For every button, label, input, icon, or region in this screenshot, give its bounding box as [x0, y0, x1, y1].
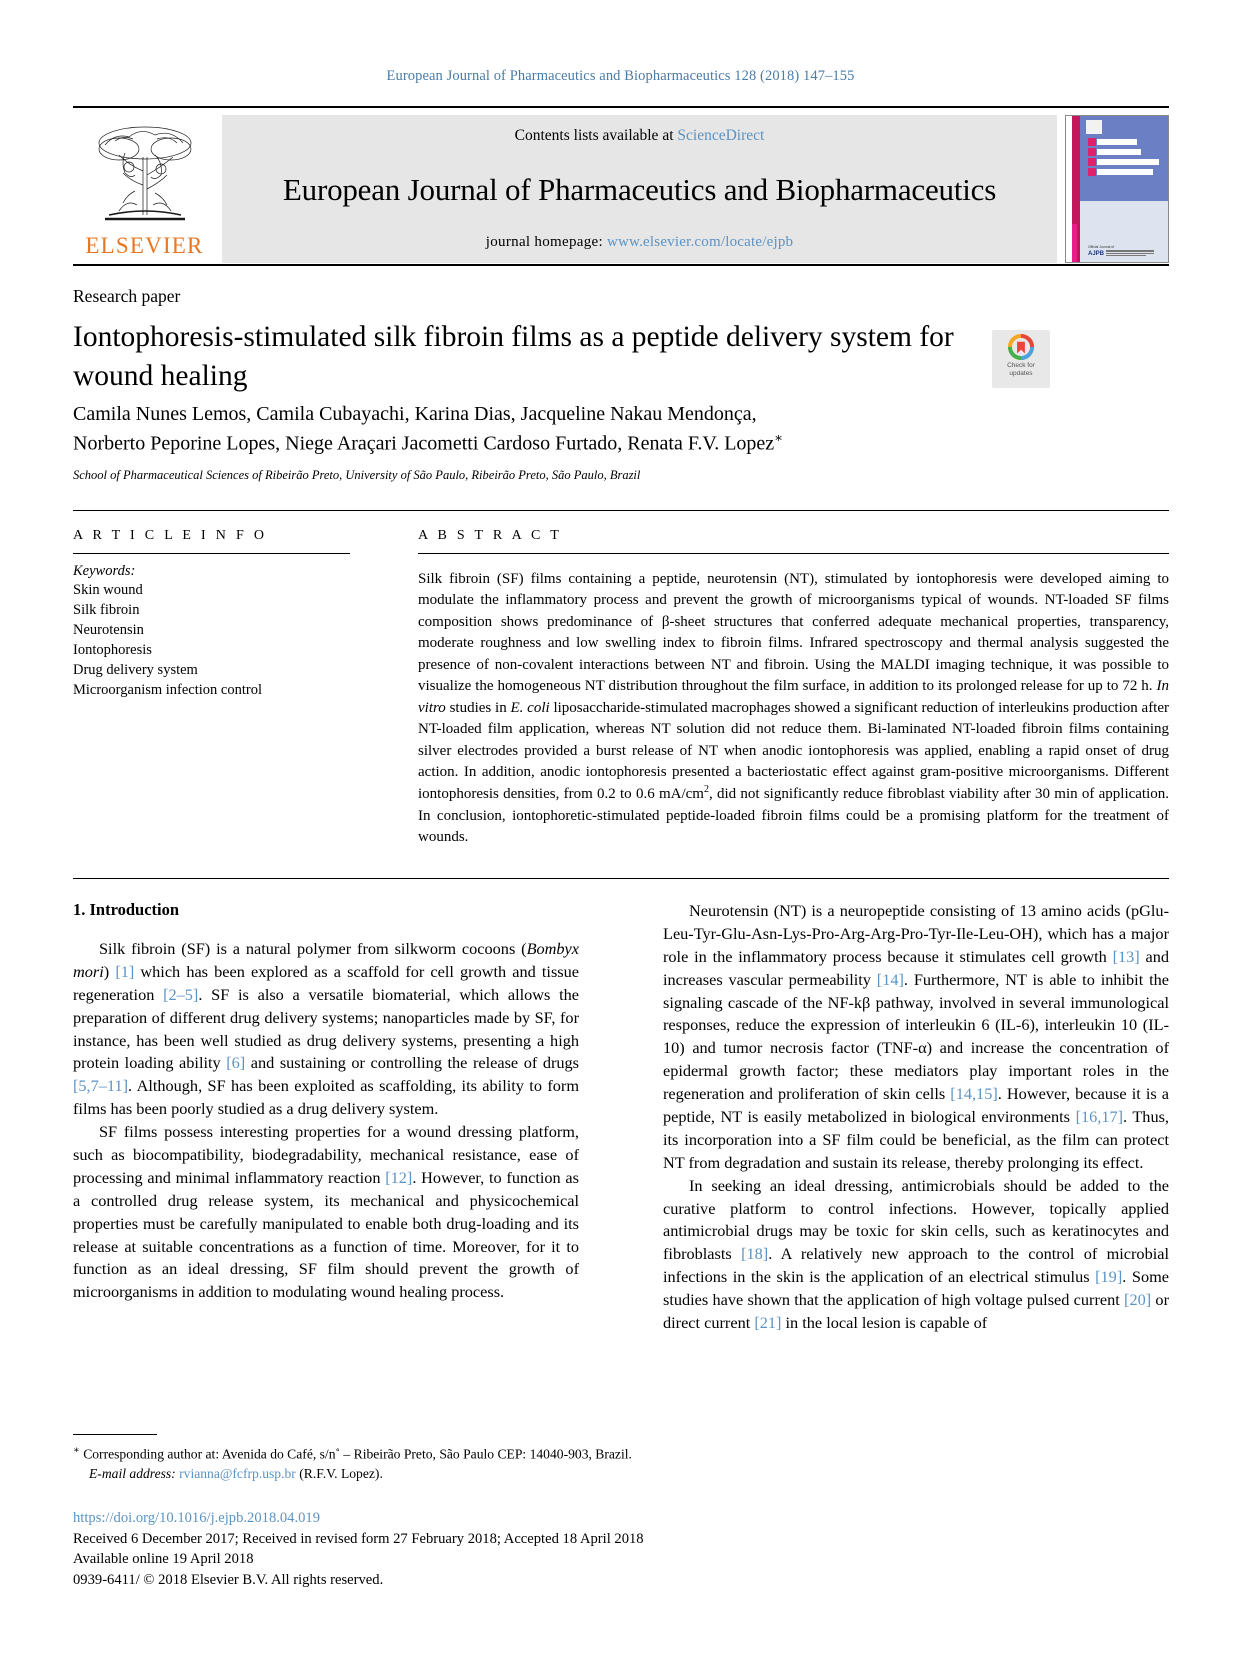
cover-official-journal-label: Official Journal of [1088, 245, 1115, 250]
abstract-part-4: , did not significantly reduce fibroblast viability after 30 min of application. In conclusion, iontophoretic-stimulated peptide-loaded fibroin films could be a promising platform for the treatment of wounds. [418, 786, 1170, 846]
footnote-rule [73, 1434, 157, 1435]
intro-r1-a: Neurotensin (NT) is a neuropeptide consisting of 13 amino acids (pGlu-Leu-Tyr-Glu-Asn-Lys-Pro-Arg-Arg-Pro-Tyr-Ile-Leu-OH), which has a major role in the inflammatory process because it stimulates cell growth [663, 901, 1169, 966]
body-column-right [663, 900, 1169, 1335]
journal-title: European Journal of Pharmaceutics and Biopharmaceutics [282, 171, 997, 207]
citation-ref[interactable]: [21] [754, 1313, 782, 1333]
intro-r1-d: . However, because it is a peptide, NT is easily metabolized in biological environments [663, 1084, 1169, 1127]
cover-ajpb-line-2 [1106, 253, 1154, 254]
elsevier-wordmark: ELSEVIER [85, 233, 204, 258]
intro-l1-d: . SF is also a versatile biomaterial, which allows the preparation of different drug delivery systems; nanoparticles made by SF, for instance, has been well studied as drug delivery systems, presenting a high protein loading ability [73, 984, 579, 1073]
cover-ajpb-logo: AJPB [1088, 250, 1105, 257]
abstract-column [418, 528, 1169, 864]
intro-l1-italic-bombyx: Bombyx mori [73, 939, 579, 981]
abstract-italic-ecoli: E. coli [510, 699, 550, 716]
cover-footer [1088, 245, 1164, 257]
keyword-item: Silk fibroin [73, 602, 140, 618]
intro-r2-b: . A relatively new approach to the control of microbial infections in the skin is the application of an electrical stimulus [663, 1244, 1169, 1287]
keyword-item: Microorganism infection control [73, 682, 262, 698]
keywords-list [73, 580, 373, 700]
email-label: E-mail address: [89, 1465, 176, 1481]
doi-link[interactable]: https://doi.org/10.1016/j.ejpb.2018.04.019 [73, 1510, 321, 1526]
keyword-item: Neurotensin [73, 622, 144, 638]
cover-cap-p [1088, 158, 1096, 166]
homepage-prefix: journal homepage: [485, 234, 607, 250]
cover-elsevier-mark [1086, 120, 1102, 134]
journal-homepage-link[interactable]: www.elsevier.com/locate/ejpb [606, 234, 794, 250]
intro-r2-d: or direct current [663, 1290, 1169, 1333]
citation-ref[interactable]: [19] [1095, 1267, 1123, 1287]
cover-title-lines [1088, 138, 1165, 178]
received-dates: Received 6 December 2017; Received in revised form 27 February 2018; Accepted 18 April 2018 [73, 1530, 644, 1547]
citation-ref[interactable]: [12] [385, 1167, 413, 1187]
cover-bar-1 [1097, 139, 1137, 145]
title-block [73, 318, 1073, 396]
intro-l1-b: ) [103, 961, 116, 981]
keyword-item: Skin wound [73, 582, 143, 598]
abstract-rule [418, 553, 1169, 554]
intro-r2-c: . Some studies have shown that the application of high voltage pulsed current [663, 1267, 1169, 1310]
keyword-item: Iontophoresis [73, 642, 152, 658]
cover-line-4 [1088, 168, 1165, 176]
abstract-italic-in-vitro: In vitro [418, 678, 1169, 716]
cover-line-2 [1088, 148, 1165, 156]
contents-available-line [515, 127, 765, 145]
article-info-column [73, 528, 373, 700]
intro-r1-b: and increases vascular permeability [663, 946, 1169, 989]
intro-l1-c: which has been explored as a scaffold for cell growth and tissue regeneration [73, 961, 579, 1004]
cover-line-3 [1088, 158, 1165, 166]
cover-bar-2 [1097, 149, 1141, 155]
intro-paragraph-1 [73, 938, 579, 1121]
abstract-part-2: studies in [445, 699, 511, 716]
masthead-bottom-rule [73, 264, 1169, 266]
journal-homepage-line [486, 234, 793, 251]
email-link[interactable]: rvianna@fcfrp.usp.br [179, 1465, 296, 1481]
citation-ref[interactable]: [18] [741, 1244, 769, 1264]
author-list [73, 400, 1033, 459]
cover-bar-4 [1097, 169, 1153, 175]
cover-spine-lower [1072, 224, 1077, 262]
abstract-part-1: Silk fibroin (SF) films containing a peptide, neurotensin (NT), stimulated by iontophoresis were developed aiming to modulate the inflammatory process and prevent the growth of microorganisms typical of wounds. NT-loaded SF films composition shows predominance of β-sheet structures that conferred adequate mechanical properties, transparency, moderate roughness and low swelling index to fibroin films. Infrared spectroscopy and thermal analysis suggested the presence of non-covalent interactions between NT and fibroin. Using the MALDI imaging technique, it was possible to visualize the homogeneous NT distribution throughout the film surface, in addition to its prolonged release for up to 72 h. [418, 571, 1169, 695]
crossmark-caption [1007, 362, 1035, 378]
intro-r2-e: in the local lesion is capable of [781, 1313, 988, 1333]
journal-masthead [73, 106, 1169, 263]
intro-l1-e: and sustaining or controlling the release of drugs [245, 1053, 579, 1073]
keywords-label: Keywords: [73, 563, 136, 579]
article-info-rule [73, 553, 350, 554]
cover-line-1 [1088, 138, 1165, 146]
citation-ref[interactable]: [14] [876, 969, 904, 989]
abstract-text [418, 569, 1169, 849]
publication-info [73, 1508, 693, 1591]
available-online: Available online 19 April 2018 [73, 1551, 254, 1568]
article-info-heading: A R T I C L E I N F O [73, 528, 268, 543]
cover-cap-j [1088, 148, 1096, 156]
cover-cap-b [1088, 168, 1096, 176]
citation-ref[interactable]: [13] [1112, 946, 1140, 966]
page-title: Iontophoresis-stimulated silk fibroin films as a peptide delivery system for wound healing [73, 321, 954, 392]
citation-ref[interactable]: [2–5] [163, 984, 199, 1004]
intro-l2-a: SF films possess interesting properties for a wound dressing platform, such as biocompatibility, biodegradability, mechanical resistance, ease of processing and minimal inflammatory reaction [73, 1122, 579, 1187]
running-head: European Journal of Pharmaceutics and Biopharmaceutics 128 (2018) 147–155 [386, 68, 855, 84]
affiliation: School of Pharmaceutical Sciences of Ribeirão Preto, University of São Paulo, Ribeirão Preto, São Paulo, Brazil [73, 468, 641, 482]
journal-band [222, 115, 1057, 263]
contents-prefix: Contents lists available at [514, 127, 678, 144]
article-type: Research paper [73, 286, 181, 306]
author-line-2: Norberto Peporine Lopes, Niege Araçari Jacometti Cardoso Furtado, Renata F.V. Lopez [73, 432, 775, 455]
info-section-bottom-rule [73, 878, 1169, 879]
intro-l2-b: . However, to function as a controlled drug release system, its mechanical and physicochemical properties must be carefully manipulated to enable both drug-loading and its release at suitable concentrations as a function of time. Moreover, for it to function as an ideal dressing, SF film should prevent the growth of microorganisms in addition to modulating wound healing process. [73, 1167, 579, 1302]
cover-bar-3 [1097, 159, 1159, 165]
footnote-address: Corresponding author at: Avenida do Café, s/n˚ – Ribeirão Preto, São Paulo CEP: 14040-903, Brazil. [79, 1446, 632, 1462]
intro-paragraph-4 [663, 1175, 1169, 1335]
citation-ref[interactable]: [20] [1124, 1290, 1152, 1310]
intro-r2-a: In seeking an ideal dressing, antimicrobials should be added to the curative platform to control infections. However, topically applied antimicrobial drugs may be toxic for skin cells, such as keratinocytes and fibroblasts [663, 1175, 1169, 1264]
abstract-part-3: liposaccharide-stimulated macrophages showed a significant reduction of interleukins production after NT-loaded film application, whereas NT solution did not reduce them. Bi-laminated NT-loaded fibroin films containing silver electrodes provided a burst release of NT when anodic iontophoresis was applied, enabling a rapid onset of drug action. In addition, anodic iontophoresis presented a bacteriostatic effect against gram-positive microorganisms. Different iontophoresis densities, from 0.2 to 0.6 mA/cm [418, 699, 1170, 803]
cover-ajpb-block [1088, 250, 1164, 257]
intro-l1-a: Silk fibroin (SF) is a natural polymer from silkworm cocoons ( [99, 939, 527, 958]
cover-ajpb-lines [1106, 250, 1154, 257]
footnote-marker: ∗ [73, 1445, 80, 1456]
citation-ref[interactable]: [5,7–11] [73, 1076, 129, 1096]
cover-cap-e [1088, 138, 1096, 146]
email-suffix: (R.F.V. Lopez). [295, 1465, 383, 1481]
intro-paragraph-2 [73, 1121, 579, 1304]
crossmark-line-2: updates [1009, 370, 1033, 378]
sciencedirect-link[interactable]: ScienceDirect [677, 127, 765, 144]
body-column-left [73, 900, 579, 1304]
citation-ref[interactable]: [14,15] [950, 1084, 998, 1104]
intro-paragraph-3 [663, 900, 1169, 1175]
intro-r1-c: . Furthermore, NT is able to inhibit the signaling cascade of the NF-kβ pathway, involved in several immunological responses, reduce the expression of interleukin 6 (IL-6), interleukin 10 (IL-10) and tumor necrosis factor (TNF-α) and increase the concentration of epidermal growth factor; these mediators play important roles in the regeneration and proliferation of skin cells [663, 969, 1169, 1104]
corresponding-author-footnote [73, 1444, 633, 1483]
crossmark-icon [1008, 334, 1034, 360]
elsevier-tree-icon [85, 119, 205, 231]
cover-ajpb-line-3 [1106, 255, 1146, 256]
section-title-introduction: 1. Introduction [73, 900, 180, 919]
journal-cover-thumbnail [1065, 115, 1169, 263]
citation-ref[interactable]: [1] [115, 961, 135, 981]
abstract-heading: A B S T R A C T [418, 528, 563, 543]
abstract-superscript: 2 [703, 784, 709, 796]
author-line-1: Camila Nunes Lemos, Camila Cubayachi, Karina Dias, Jacqueline Nakau Mendonça, [73, 403, 757, 425]
intro-l1-f: . Although, SF has been exploited as scaffolding, its ability to form films has been poorly studied as a drug delivery system. [73, 1076, 579, 1119]
crossmark-line-1: Check for [1007, 362, 1035, 369]
info-section-top-rule [73, 510, 1169, 511]
corresponding-author-marker: ∗ [774, 430, 784, 445]
keyword-item: Drug delivery system [73, 662, 198, 678]
citation-ref[interactable]: [16,17] [1075, 1107, 1124, 1127]
cover-ajpb-line-1 [1106, 250, 1154, 251]
elsevier-logo [73, 115, 216, 263]
copyright-line: 0939-6411/ © 2018 Elsevier B.V. All rights reserved. [73, 1572, 384, 1589]
citation-ref[interactable]: [6] [226, 1053, 246, 1073]
crossmark-badge[interactable] [992, 330, 1050, 388]
intro-r1-e: . Thus, its incorporation into a SF film could be beneficial, as the film can protect NT from degradation and sustain its release, thereby prolonging its effect. [663, 1107, 1170, 1172]
